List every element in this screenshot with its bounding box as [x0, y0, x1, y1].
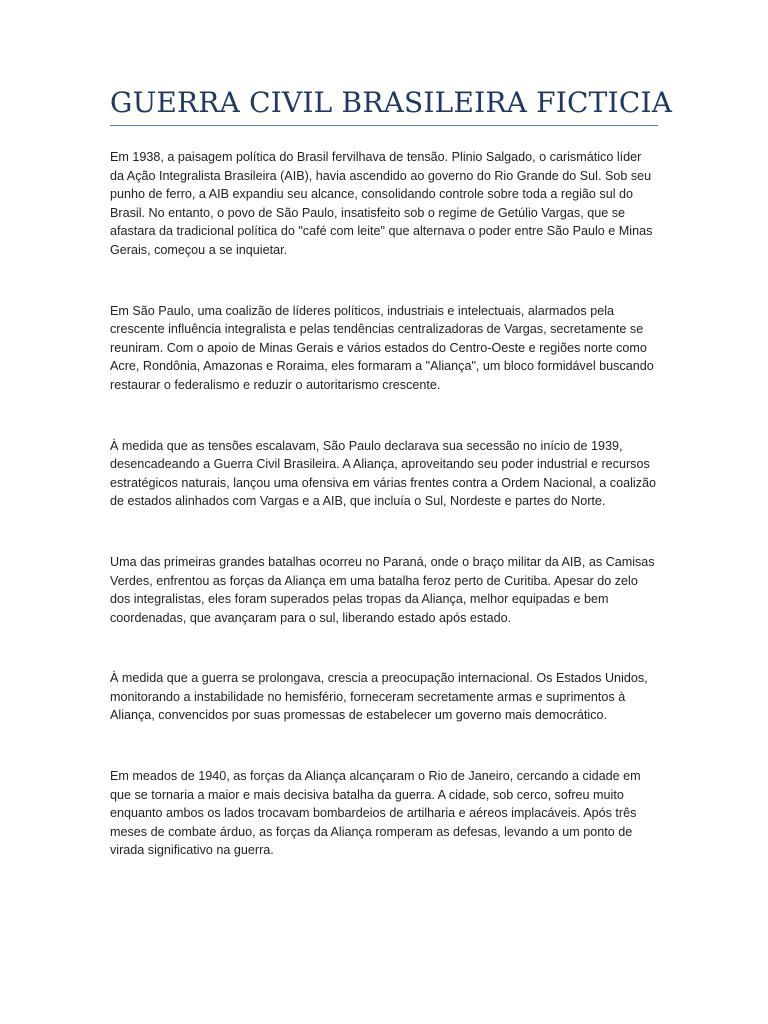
paragraph-6: Em meados de 1940, as forças da Aliança alcançaram o Rio de Janeiro, cercando a cidade em que se tornaria a maior e mais decisiva batalha da guerra. A cidade, sob cerco, sofreu muito enquanto ambos os lados trocavam bombardeios de artilharia e aéreos implacáveis. Após três meses de combate árduo, as forças da Aliança romperam as defesas, levando a um ponto de virada significativo na guerra. [110, 769, 641, 858]
document-body [110, 148, 658, 860]
document-page [110, 86, 673, 902]
paragraph-5: À medida que a guerra se prolongava, crescia a preocupação internacional. Os Estados Unidos, monitorando a instabilidade no hemisfério, forneceram secretamente armas e suprimentos à Aliança, convencidos por suas promessas de estabelecer um governo mais democrático. [110, 671, 648, 723]
paragraph-3: À medida que as tensões escalavam, São Paulo declarava sua secessão no início de 1939, desencadeando a Guerra Civil Brasileira. A Aliança, aproveitando seu poder industrial e recursos estratégicos naturais, lançou uma ofensiva em várias frentes contra a Ordem Nacional, a coalizão de estados alinhados com Vargas e a AIB, que incluía o Sul, Nordeste e partes do Norte. [110, 438, 657, 509]
paragraph-1: Em 1938, a paisagem política do Brasil fervilhava de tensão. Plinio Salgado, o carismático líder da Ação Integralista Brasileira (AIB), havia ascendido ao governo do Rio Grande do Sul. Sob seu punho de ferro, a AIB expandiu seu alcance, consolidando controle sobre toda a região sul do Brasil. No entanto, o povo de São Paulo, insatisfeito sob o regime de Getúlio Vargas, que se afastara da tradicional política do "café com leite" que alternava o poder entre São Paulo e Minas Gerais, começou a se inquietar. [110, 150, 653, 257]
document-title: GUERRA CIVIL BRASILEIRA FICTICIA [110, 86, 658, 126]
paragraph-4: Uma das primeiras grandes batalhas ocorreu no Paraná, onde o braço militar da AIB, as Camisas Verdes, enfrentou as forças da Aliança em uma batalha feroz perto de Curitiba. Apesar do zelo dos integralistas, eles foram superados pelas tropas da Aliança, melhor equipadas e bem coordenadas, que avançaram para o sul, liberando estado após estado. [110, 554, 655, 625]
paragraph-2: Em São Paulo, uma coalizão de líderes políticos, industriais e intelectuais, alarmados pela crescente influência integralista e pelas tendências centralizadoras de Vargas, secretamente se reuniram. Com o apoio de Minas Gerais e vários estados do Centro-Oeste e regiões norte como Acre, Rondônia, Amazonas e Roraima, eles formaram a "Aliança", um bloco formidável buscando restaurar o federalismo e reduzir o autoritarismo crescente. [110, 303, 654, 392]
